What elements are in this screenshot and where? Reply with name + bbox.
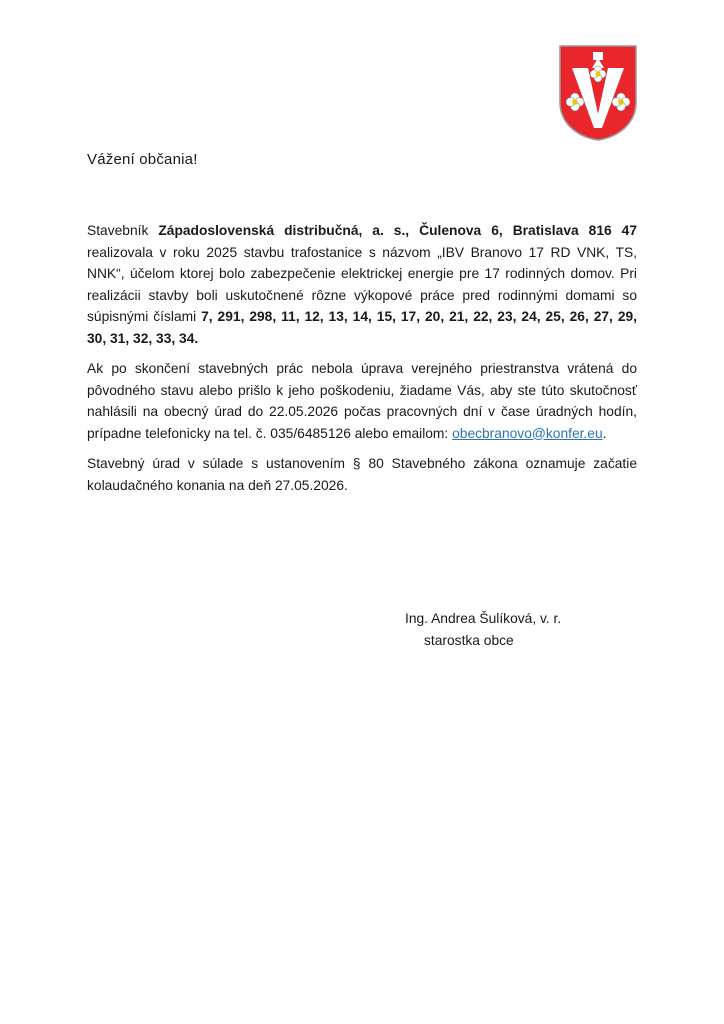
house-numbers: 7, 291, 298, 11, 12, 13, 14, 15, 17, 20, 21, 22, 23, 24, 25, 26, 27, 29, 30, 31, 32, 33, 34. — [87, 309, 637, 346]
paragraph-approval-notice: Stavebný úrad v súlade s ustanovením § 80 Stavebného zákona oznamuje začatie kolaudačného konania na deň 27.05.2026. — [87, 456, 637, 493]
signatory-role: starostka obce — [424, 633, 514, 648]
signatory-name: Ing. Andrea Šulíková, v. r. — [405, 611, 562, 626]
coat-of-arms-icon — [558, 44, 638, 142]
paragraph2-text: Ak po skončení stavebných prác nebola úprava verejného priestranstva vrátená do pôvodného stavu alebo prišlo k jeho poškodeniu, žiadame Vás, aby ste túto skutočnosť nahlásili na obecný úrad do 22.05.2026 počas pracovných dní v čase úradných hodín, prípadne telefonicky na tel. č. 035/6485126 alebo emailom: — [87, 361, 637, 441]
investor-name: Západoslovenská distribučná, a. s., Čulenova 6, Bratislava 816 47 — [158, 223, 638, 238]
paragraph1-body: realizovala v roku 2025 stavbu trafostanice s názvom „IBV Branovo 17 RD VNK, TS, NNK“, účelom ktorej bolo zabezpečenie elektrickej energie pre 17 rodinných domov. Pri realizácii stavby boli uskutočnené rôzne výkopové práce pred rodinnými domami so súpisnými číslami — [87, 244, 637, 324]
paragraph2-end: . — [602, 425, 607, 441]
greeting-heading: Vážení občania! — [87, 151, 198, 168]
paragraph-construction-info — [87, 220, 637, 349]
email-link[interactable]: obecbranovo@konfer.eu — [452, 425, 603, 441]
paragraph1-intro: Stavebník — [87, 223, 159, 238]
paragraph-damage-report — [87, 358, 637, 444]
letter-body — [87, 220, 637, 505]
signature-block — [405, 608, 561, 652]
